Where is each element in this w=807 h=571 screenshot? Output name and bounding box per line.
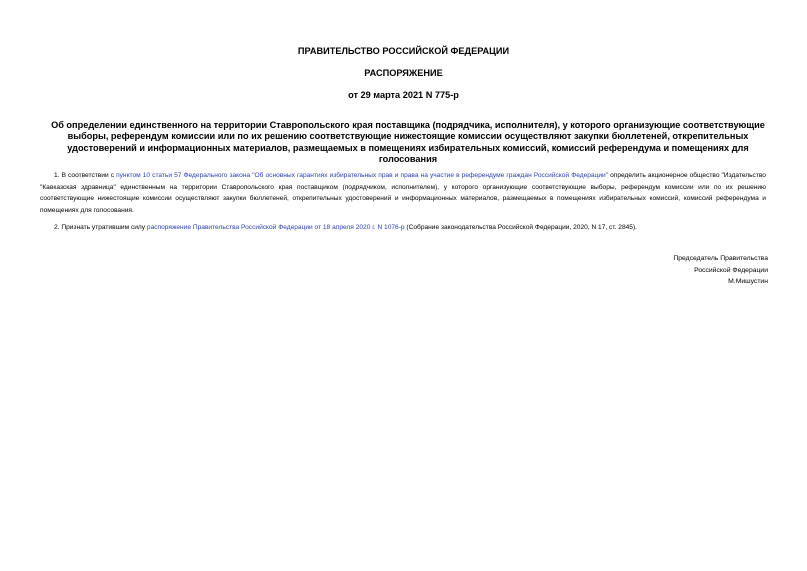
government-heading: ПРАВИТЕЛЬСТВО РОССИЙСКОЙ ФЕДЕРАЦИИ <box>297 46 510 56</box>
signature-block <box>673 253 768 288</box>
signature-name: М.Мишустин <box>728 278 768 286</box>
paragraph-1-body: определить акционерное общество "Издательство "Кавказская здравница" единственным на территории Ставропольского края поставщиком (подрядчиком, исполнителем), у которого организующие соответствующие выборы, референдум комиссии или по их решению соответствующие нижестоящие комиссии осуществляют закупки бюллетеней, открепительных удостоверений и информационных материалов, размещаемых в помещениях избирательных комиссий, комиссий референдума и помещениях для голосования. <box>40 172 766 215</box>
signature-position: Председатель Правительства <box>673 255 768 262</box>
paragraph-1 <box>40 170 766 217</box>
paragraph-2-prefix: 2. Признать утратившим силу <box>54 224 147 231</box>
document-type: РАСПОРЯЖЕНИЕ <box>364 68 443 78</box>
signature-organization: Российской Федерации <box>694 266 768 274</box>
document-title: Об определении единственного на территории Ставропольского края поставщика (подрядчика, исполнителя), у которого организующие соответствующие выборы, референдум комиссии или по их решению соответствующие нижестоящие комиссии осуществляют закупки бюллетеней, открепительных удостоверений и информационных материалов, размещаемых в помещениях избирательных комиссий, комиссий референдума и помещениях для голосования <box>51 120 765 165</box>
document-date: от 29 марта 2021 N 775-р <box>348 90 459 100</box>
paragraph-2-body: (Собрание законодательства Российской Федерации, 2020, N 17, ст. 2845). <box>404 224 637 231</box>
repealed-order-link[interactable]: распоряжение Правительства Российской Федерации от 18 апреля 2020 г. N 1076-р <box>146 224 405 231</box>
paragraph-2 <box>40 222 766 234</box>
paragraph-1-prefix: 1. В соответствии с <box>54 172 117 179</box>
law-article-link[interactable]: пунктом 10 статьи 57 Федерального закона "Об основных гарантиях избирательных прав и права на участие в референдуме граждан Российской Федерации" <box>116 172 609 179</box>
